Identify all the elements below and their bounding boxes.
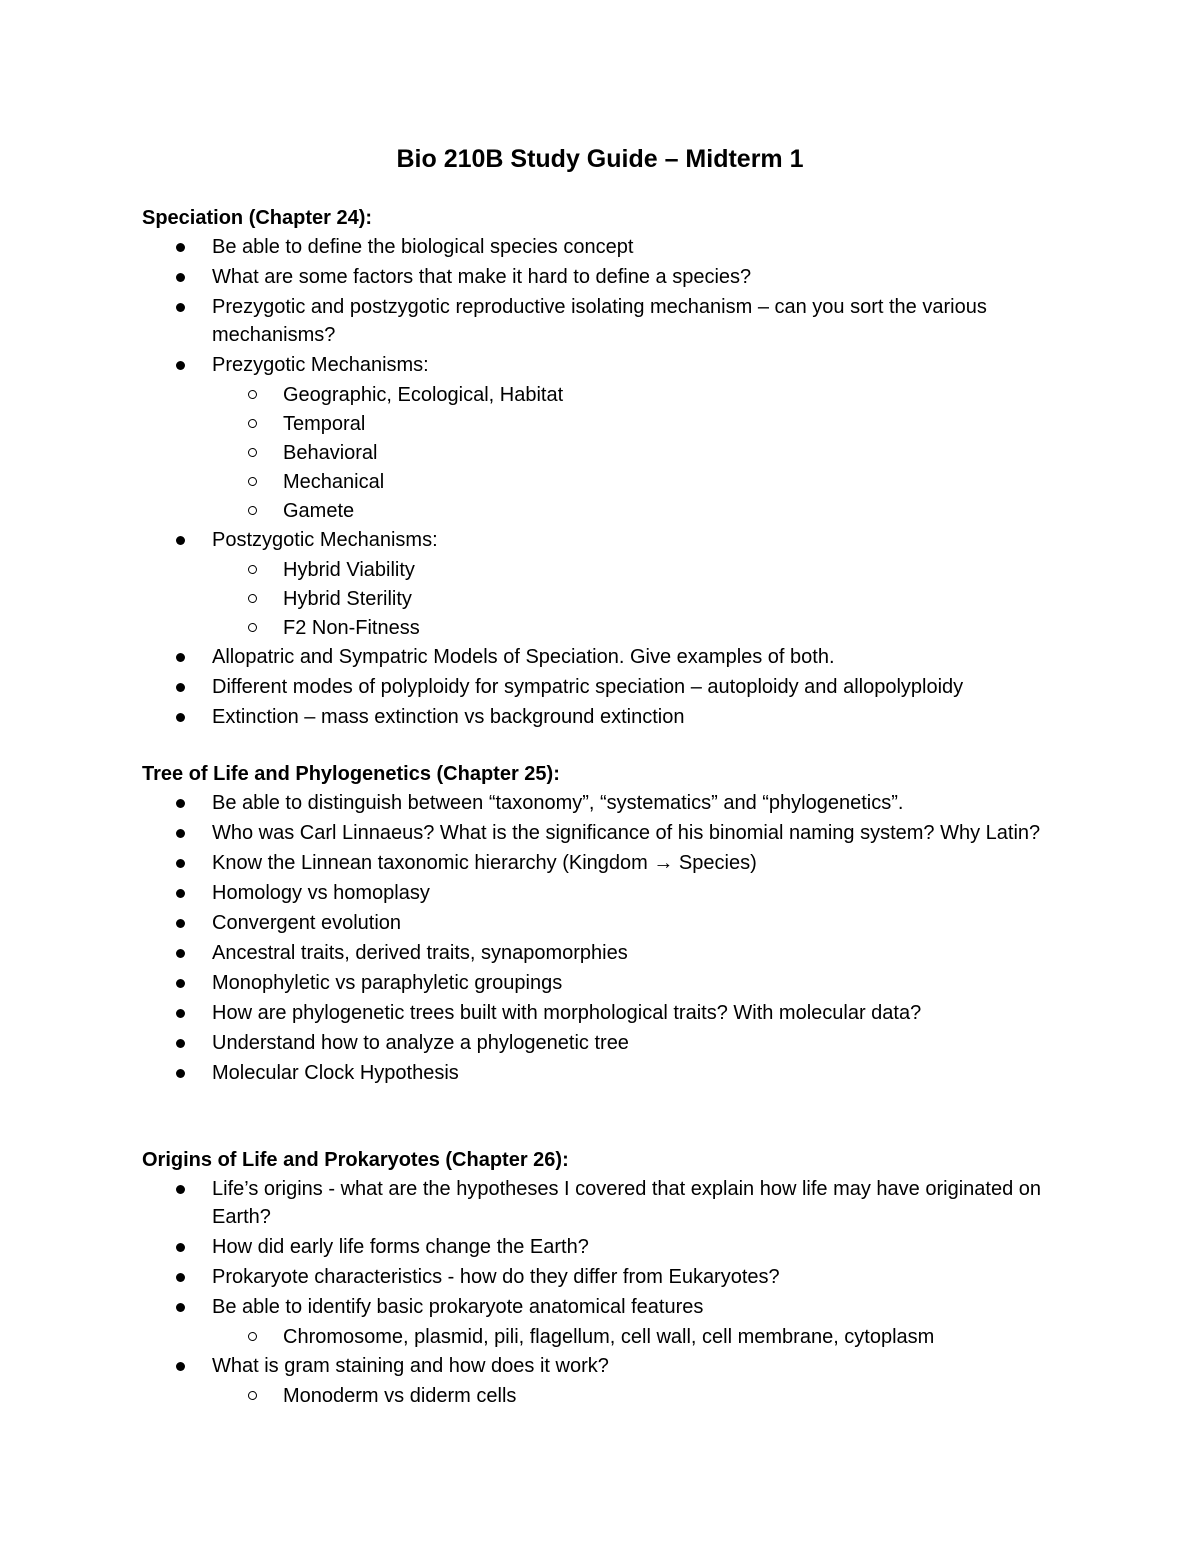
list-item: Monophyletic vs paraphyletic groupings — [142, 969, 1082, 997]
bullet-icon — [176, 713, 185, 722]
document-title: Bio 210B Study Guide – Midterm 1 — [396, 145, 804, 173]
bullet-icon — [176, 1039, 185, 1048]
bullet-icon — [176, 799, 185, 808]
sub-list-item: Hybrid Viability — [142, 556, 1082, 584]
bullet-icon — [176, 1009, 185, 1018]
sub-list-item: Mechanical — [142, 468, 1082, 496]
list-item: Be able to identify basic prokaryote anatomical features — [142, 1293, 1082, 1321]
bullet-icon — [176, 1243, 185, 1252]
bullet-icon — [176, 683, 185, 692]
list-item: Prezygotic Mechanisms: — [142, 351, 1082, 379]
list-item: What are some factors that make it hard to define a species? — [142, 263, 1082, 291]
circle-bullet-icon — [248, 594, 257, 603]
circle-bullet-icon — [248, 623, 257, 632]
bullet-icon — [176, 1362, 185, 1371]
bullet-icon — [176, 243, 185, 252]
sub-list-item: Chromosome, plasmid, pili, flagellum, cell wall, cell membrane, cytoplasm — [142, 1323, 1082, 1351]
sub-list-item: Geographic, Ecological, Habitat — [142, 381, 1082, 409]
section-origins-of-life — [142, 1145, 1082, 1411]
bullet-icon — [176, 979, 185, 988]
bullet-icon — [176, 273, 185, 282]
list-item: Homology vs homoplasy — [142, 879, 1082, 907]
bullet-icon — [176, 829, 185, 838]
bullet-icon — [176, 1303, 185, 1312]
circle-bullet-icon — [248, 477, 257, 486]
list-item: Allopatric and Sympatric Models of Speciation. Give examples of both. — [142, 643, 1082, 671]
list-item: Extinction – mass extinction vs background extinction — [142, 703, 1082, 731]
list-item: Ancestral traits, derived traits, synapomorphies — [142, 939, 1082, 967]
list-item: Postzygotic Mechanisms: — [142, 526, 1082, 554]
circle-bullet-icon — [248, 390, 257, 399]
circle-bullet-icon — [248, 565, 257, 574]
list-item: Who was Carl Linnaeus? What is the significance of his binomial naming system? Why Latin? — [142, 819, 1082, 847]
section-heading: Speciation (Chapter 24): — [142, 207, 373, 229]
list-item: Know the Linnean taxonomic hierarchy (Kingdom → Species) — [142, 849, 1082, 877]
list-item: Be able to distinguish between “taxonomy”, “systematics” and “phylogenetics”. — [142, 789, 1082, 817]
section-tree-of-life — [142, 759, 1082, 1089]
list-item: Molecular Clock Hypothesis — [142, 1059, 1082, 1087]
sub-list-item: Behavioral — [142, 439, 1082, 467]
list-item: What is gram staining and how does it work? — [142, 1352, 1082, 1380]
bullet-icon — [176, 653, 185, 662]
circle-bullet-icon — [248, 448, 257, 457]
bullet-list — [142, 1175, 1082, 1410]
section-heading: Origins of Life and Prokaryotes (Chapter 26): — [142, 1149, 569, 1171]
bullet-list — [142, 233, 1082, 731]
sub-list-item: Monoderm vs diderm cells — [142, 1382, 1082, 1410]
sub-list-item: Temporal — [142, 410, 1082, 438]
bullet-list — [142, 789, 1082, 1087]
list-item: Prezygotic and postzygotic reproductive isolating mechanism – can you sort the various mechanisms? — [142, 293, 1082, 349]
list-item: Convergent evolution — [142, 909, 1082, 937]
sub-list-item: F2 Non-Fitness — [142, 614, 1082, 642]
list-item: Life’s origins - what are the hypotheses I covered that explain how life may have originated on Earth? — [142, 1175, 1082, 1231]
bullet-icon — [176, 536, 185, 545]
list-item: How are phylogenetic trees built with morphological traits? With molecular data? — [142, 999, 1082, 1027]
list-item: Prokaryote characteristics - how do they differ from Eukaryotes? — [142, 1263, 1082, 1291]
circle-bullet-icon — [248, 1391, 257, 1400]
bullet-icon — [176, 303, 185, 312]
sub-list-item: Hybrid Sterility — [142, 585, 1082, 613]
list-item: Different modes of polyploidy for sympatric speciation – autoploidy and allopolyploidy — [142, 673, 1082, 701]
bullet-icon — [176, 859, 185, 868]
list-item: How did early life forms change the Earth? — [142, 1233, 1082, 1261]
bullet-icon — [176, 949, 185, 958]
list-item: Understand how to analyze a phylogenetic tree — [142, 1029, 1082, 1057]
bullet-icon — [176, 889, 185, 898]
circle-bullet-icon — [248, 1332, 257, 1341]
list-item: Be able to define the biological species concept — [142, 233, 1082, 261]
circle-bullet-icon — [248, 506, 257, 515]
bullet-icon — [176, 919, 185, 928]
circle-bullet-icon — [248, 419, 257, 428]
bullet-icon — [176, 1273, 185, 1282]
bullet-icon — [176, 1069, 185, 1078]
sub-list-item: Gamete — [142, 497, 1082, 525]
section-heading: Tree of Life and Phylogenetics (Chapter 25): — [142, 763, 560, 785]
bullet-icon — [176, 1185, 185, 1194]
bullet-icon — [176, 361, 185, 370]
section-speciation — [142, 203, 1082, 733]
